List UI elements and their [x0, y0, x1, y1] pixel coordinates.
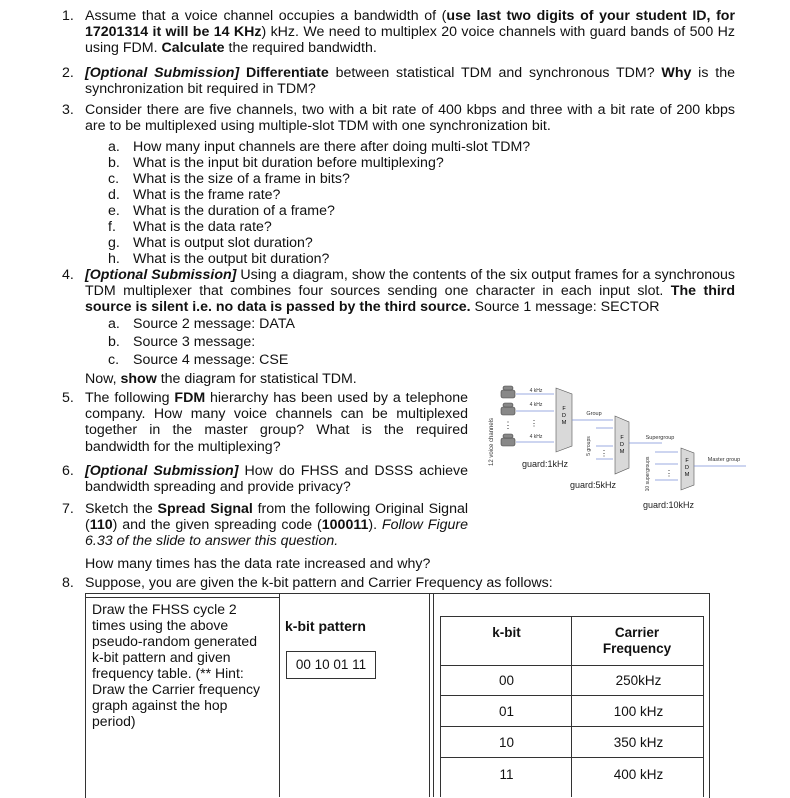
table-row: [440, 695, 704, 727]
svg-text:D: D: [620, 442, 624, 448]
fdm-hierarchy-diagram: [484, 384, 784, 514]
supergroup-label: Supergroup: [645, 435, 675, 441]
q4-text: [Optional Submission] Using a diagram, show the contents of the six output frames for a synchronous TDM multiplexer that combines four sources sending one character in each input slot. The third source is silent i.e. no data is passed by the third source. Source 1 message: SECTOR: [85, 267, 735, 316]
header-carrier: Carrier Frequency: [602, 625, 672, 656]
q1-number: 1.: [62, 8, 74, 24]
telephone-icon: [501, 386, 515, 398]
svg-text:10 supergroups: 10 supergroups: [645, 456, 651, 492]
q8-number: 8.: [62, 575, 74, 591]
svg-text:F: F: [620, 435, 624, 441]
svg-text:4 kHz: 4 kHz: [529, 434, 543, 440]
svg-text:⋮: ⋮: [665, 469, 673, 478]
master-group-label: Master group: [707, 457, 741, 463]
freq-table-header: [440, 616, 704, 666]
voice-channels-label: 12 voice channels: [489, 417, 495, 467]
svg-text:⋮: ⋮: [530, 419, 538, 428]
row-freq: 350 kHz: [613, 735, 664, 750]
svg-text:⋮: ⋮: [600, 449, 608, 458]
guard-1-label: guard:1kHz: [522, 459, 569, 469]
q4-number: 4.: [62, 267, 74, 283]
guard-2-label: guard:5kHz: [570, 480, 617, 490]
telephone-icon: [501, 403, 515, 415]
q8-kbit-title: k-bit pattern: [285, 618, 366, 634]
q3-text: Consider there are five channels, two with a bit rate of 400 kbps and three with a bit rate of 200 kbps are to be multiplexed using multiple-slot TDM with one synchronization bit.: [85, 102, 735, 135]
table-row: [440, 726, 704, 758]
q5-number: 5.: [62, 390, 74, 406]
row-freq: 400 kHz: [613, 767, 664, 782]
table-row: [440, 665, 704, 696]
header-kbit: k-bit: [492, 625, 521, 640]
svg-text:F: F: [562, 406, 566, 412]
svg-text:D: D: [562, 413, 566, 419]
row-freq: 100 kHz: [613, 704, 664, 719]
q4-followup: Now, show the diagram for statistical TDM.: [85, 371, 357, 387]
row-kbit: 10: [498, 735, 515, 750]
guard-3-label: guard:10kHz: [643, 500, 695, 510]
q5-text: The following FDM hierarchy has been used by a telephone company. How many voice channels can be multiplexed together in the master group? What is the required bandwidth for the multiplexing?: [85, 390, 468, 455]
svg-text:F: F: [685, 458, 689, 464]
q2-number: 2.: [62, 65, 74, 81]
q8-top-line: [85, 597, 279, 598]
q8-instruction-cell: Draw the FHSS cycle 2 times using the above pseudo-random generated k-bit pattern and given frequency table. (** Hint: Draw the Carrier frequency graph against the hop period): [92, 601, 261, 729]
q8-text: Suppose, you are given the k-bit pattern and Carrier Frequency as follows:: [85, 575, 553, 591]
q1-text: Assume that a voice channel occupies a bandwidth of (use last two digits of your student ID, for 17201314 it will be 14 KHz) kHz. We need to multiplex 20 voice channels with guard bands of 500 Hz using FDM. Calculate the required bandwidth.: [85, 8, 735, 57]
q3-number: 3.: [62, 102, 74, 118]
q6-text: [Optional Submission] How do FHSS and DSSS achieve bandwidth spreading and provide privacy?: [85, 463, 468, 496]
row-kbit: 01: [498, 704, 515, 719]
svg-text:D: D: [685, 465, 689, 471]
row-kbit: 11: [499, 767, 514, 782]
svg-text:4 kHz: 4 kHz: [529, 388, 543, 394]
q2-text: [Optional Submission] Differentiate between statistical TDM and synchronous TDM? Why is the synchronization bit required in TDM?: [85, 65, 735, 98]
row-kbit: 00: [498, 673, 515, 688]
q8-divider-1: [279, 593, 280, 797]
group-label: Group: [586, 411, 602, 417]
ellipsis-icon: ⋮: [503, 420, 513, 430]
svg-text:5 groups: 5 groups: [586, 436, 592, 456]
telephone-icon: [501, 434, 515, 446]
q8-divider-2: [429, 593, 430, 797]
q7-number: 7.: [62, 501, 74, 517]
q6-number: 6.: [62, 463, 74, 479]
table-row: [440, 757, 704, 797]
row-freq: 250kHz: [615, 673, 662, 688]
q7-followup: How many times has the data rate increased and why?: [85, 556, 431, 572]
q8-kbit-value: 00 10 01 11: [286, 651, 376, 679]
q8-divider-3: [433, 593, 434, 797]
svg-text:M: M: [619, 449, 625, 455]
svg-text:M: M: [684, 472, 690, 478]
q7-text: Sketch the Spread Signal from the following Original Signal (110) and the given spreading code (100011). Follow Figure 6.33 of the slide to answer this question.: [85, 501, 469, 550]
svg-text:4 kHz: 4 kHz: [529, 402, 543, 408]
svg-text:M: M: [561, 420, 567, 426]
